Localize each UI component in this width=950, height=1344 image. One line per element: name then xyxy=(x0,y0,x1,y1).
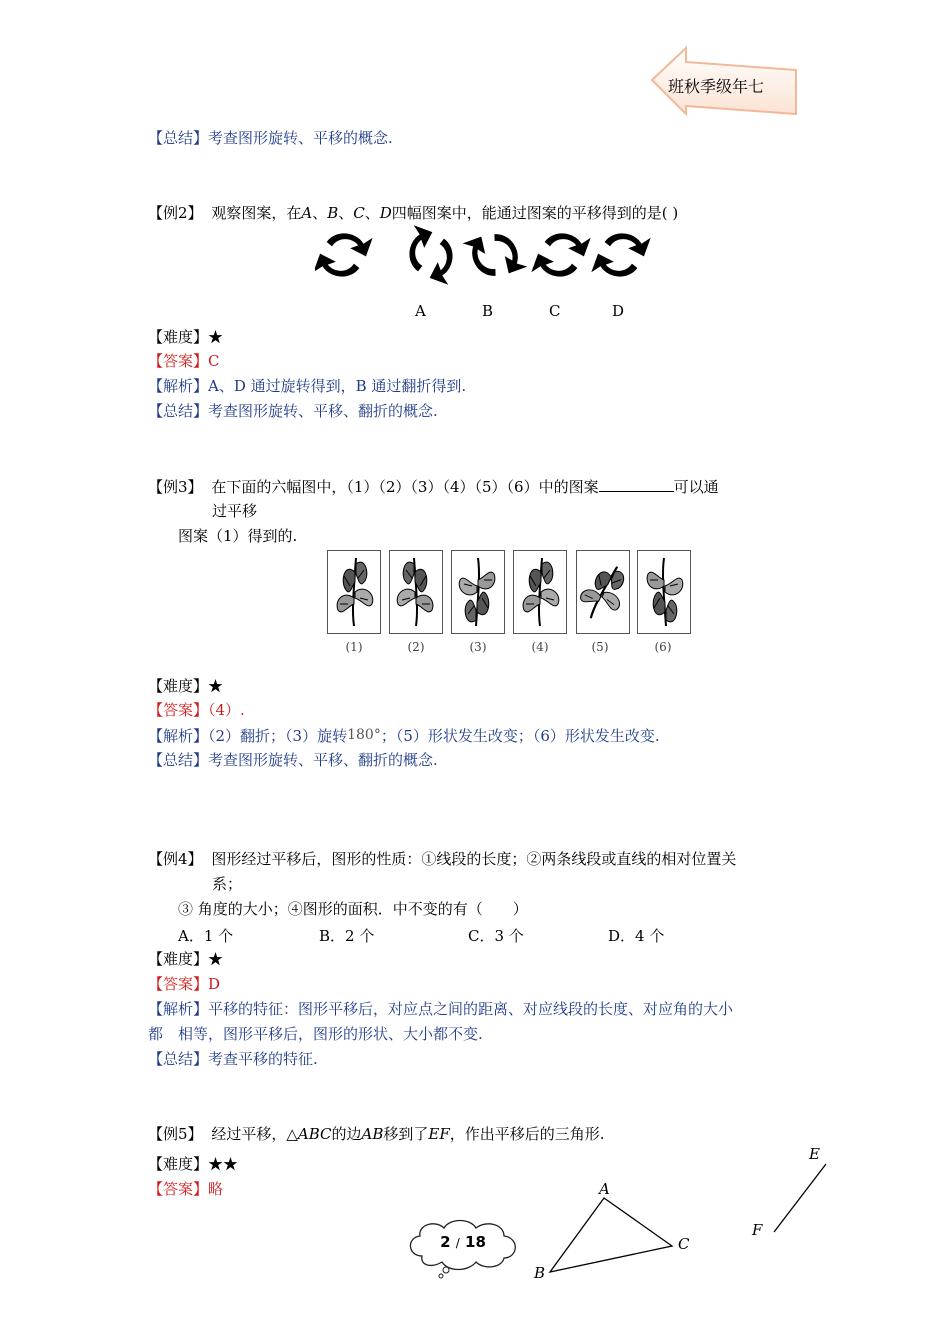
difficulty-stars: ★ xyxy=(208,677,224,695)
page-number xyxy=(404,1233,522,1251)
ex2-sep3: 、 xyxy=(364,204,380,222)
ex2-shape-b xyxy=(463,225,528,284)
ex5-figure xyxy=(530,1140,840,1290)
ex4-tag: 【例4】 xyxy=(148,850,203,868)
ex2-figure xyxy=(315,225,655,287)
ex4-option-d: D．4 个 xyxy=(608,927,665,945)
ex3-label-2: (2) xyxy=(407,640,425,654)
summary-tag: 【总结】 xyxy=(148,751,209,769)
answer-text: D xyxy=(208,975,221,993)
difficulty-tag: 【难度】 xyxy=(148,328,209,346)
ex2-shape-a xyxy=(399,225,464,284)
summary-tag: 【总结】 xyxy=(148,129,209,147)
ex5-ef: EF xyxy=(428,1125,450,1143)
ex4-text-c: ③ 角度的大小；④图形的面积．中不变的有（ ） xyxy=(178,900,528,918)
ex3-label-4: (4) xyxy=(531,640,549,654)
segment-ef xyxy=(774,1164,826,1232)
answer-text: （4）. xyxy=(208,701,245,719)
ex3-label-6: (6) xyxy=(654,640,672,654)
summary-1 xyxy=(148,128,393,148)
ex2-label-c: C xyxy=(549,302,561,320)
page-total: 18 xyxy=(465,1233,486,1251)
ex4-question-line3 xyxy=(178,899,528,919)
ex2-sep2: 、 xyxy=(338,204,354,222)
analysis-tag: 【解析】 xyxy=(148,727,209,745)
ex4-question-line2 xyxy=(212,874,242,894)
point-a-label: A xyxy=(599,1180,610,1198)
answer-text: 略 xyxy=(208,1180,224,1198)
ex3-text-a: 在下面的六幅图中，（1）（2）（3）（4）（5）（6）中的图案 xyxy=(211,478,599,496)
header-banner xyxy=(648,44,800,120)
ex5-text-c: 移到了 xyxy=(383,1125,429,1143)
degree-value: 180° xyxy=(347,727,381,743)
ex3-figure-2 xyxy=(389,550,443,634)
ex2-B: B xyxy=(327,204,339,222)
analysis-text: A、D 通过旋转得到，B 通过翻折得到. xyxy=(208,377,467,395)
ex2-C: C xyxy=(353,204,365,222)
ex4-text-a: 图形经过平移后，图形的性质：①线段的长度；②两条线段或直线的相对位置关 xyxy=(211,850,737,868)
answer-tag: 【答案】 xyxy=(148,701,209,719)
difficulty-tag: 【难度】 xyxy=(148,950,209,968)
ex3-question-line1 xyxy=(148,477,719,497)
ex5-ab: AB xyxy=(361,1125,384,1143)
ex4-option-a: A．1 个 xyxy=(178,927,234,945)
answer-blank xyxy=(599,477,674,492)
analysis-text-a: （2）翻折；（3）旋转 xyxy=(208,727,348,745)
answer-tag: 【答案】 xyxy=(148,975,209,993)
ex4-difficulty xyxy=(148,949,223,969)
ex2-label-b: B xyxy=(482,302,494,320)
page-sep: / xyxy=(455,1236,460,1250)
leaf-icon xyxy=(452,551,504,633)
ex3-figure-3 xyxy=(451,550,505,634)
ex5-tag: 【例5】 xyxy=(148,1125,203,1143)
point-c-label: C xyxy=(678,1235,690,1253)
ex5-difficulty xyxy=(148,1154,238,1174)
ex4-text-b: 系； xyxy=(212,875,243,893)
summary-tag: 【总结】 xyxy=(148,402,209,420)
summary-text: 考查图形旋转、平移的概念. xyxy=(208,129,393,147)
ex2-answer xyxy=(148,351,220,371)
ex5-text-d: ，作出平移后的三角形. xyxy=(449,1125,605,1143)
difficulty-tag: 【难度】 xyxy=(148,1155,209,1173)
ex3-summary xyxy=(148,750,438,770)
leaf-icon xyxy=(328,551,380,633)
analysis-text-b: 都 相等，图形平移后，图形的形状、大小都不变. xyxy=(148,1025,483,1043)
ex4-answer xyxy=(148,974,220,994)
ex2-shape-d xyxy=(591,225,650,287)
ex4-analysis-line2 xyxy=(148,1024,483,1044)
difficulty-stars: ★ xyxy=(208,950,224,968)
ex3-question-line2 xyxy=(212,501,257,521)
ex5-text-a: 经过平移，△ xyxy=(211,1125,298,1143)
ex3-tag: 【例3】 xyxy=(148,478,203,496)
ex3-label-1: (1) xyxy=(345,640,363,654)
ex3-text-b: 可以通 xyxy=(673,478,719,496)
summary-tag: 【总结】 xyxy=(148,1050,209,1068)
ex2-sep1: 、 xyxy=(312,204,328,222)
banner-text: 班秋季级年七 xyxy=(668,77,765,96)
page-current: 2 xyxy=(440,1233,451,1251)
answer-tag: 【答案】 xyxy=(148,352,209,370)
leaf-icon xyxy=(638,551,690,633)
ex4-question-line1 xyxy=(148,849,736,869)
point-b-label: B xyxy=(534,1264,546,1282)
ex2-text-b: 四幅图案中，能通过图案的平移得到的是( ) xyxy=(391,204,679,222)
ex2-D: D xyxy=(379,204,392,222)
ex2-summary xyxy=(148,401,438,421)
ex3-figure-6 xyxy=(637,550,691,634)
ex2-tag: 【例2】 xyxy=(148,204,203,222)
ex3-label-3: (3) xyxy=(469,640,487,654)
ex2-text-a: 观察图案，在 xyxy=(211,204,302,222)
ex3-figure-4 xyxy=(513,550,567,634)
point-f-label: F xyxy=(752,1221,763,1239)
summary-text: 考查图形旋转、平移、翻折的概念. xyxy=(208,751,438,769)
answer-text: C xyxy=(208,352,220,370)
ex2-label-d: D xyxy=(612,302,625,320)
ex2-analysis xyxy=(148,376,466,396)
leaf-icon xyxy=(514,551,566,633)
ex3-figure-5 xyxy=(576,550,630,634)
ex4-option-c: C．3 个 xyxy=(468,927,524,945)
ex4-summary xyxy=(148,1049,318,1069)
ex2-shape-c xyxy=(531,225,590,287)
triangle-abc xyxy=(550,1198,672,1272)
analysis-text-a: 平移的特征：图形平移后，对应点之间的距离、对应线段的长度、对应角的大小 xyxy=(208,1000,734,1018)
difficulty-tag: 【难度】 xyxy=(148,677,209,695)
ex3-label-5: (5) xyxy=(591,640,609,654)
summary-text: 考查平移的特征. xyxy=(208,1050,318,1068)
ex4-analysis-line1 xyxy=(148,999,733,1019)
ex4-option-b: B．2 个 xyxy=(319,927,375,945)
ex2-question xyxy=(148,203,678,223)
analysis-tag: 【解析】 xyxy=(148,1000,209,1018)
summary-text: 考查图形旋转、平移、翻折的概念. xyxy=(208,402,438,420)
ex5-abc: ABC xyxy=(297,1125,332,1143)
ex5-text-b: 的边 xyxy=(331,1125,362,1143)
leaf-icon xyxy=(390,551,442,633)
ex3-question-line3 xyxy=(178,526,297,546)
point-e-label: E xyxy=(809,1145,820,1163)
difficulty-stars: ★ xyxy=(208,328,224,346)
ex2-difficulty xyxy=(148,327,223,347)
analysis-tag: 【解析】 xyxy=(148,377,209,395)
ex3-figure-1 xyxy=(327,550,381,634)
leaf-icon xyxy=(577,551,629,633)
ex5-answer xyxy=(148,1179,223,1199)
difficulty-stars: ★★ xyxy=(208,1155,239,1173)
ex2-shape-original xyxy=(315,225,373,287)
answer-tag: 【答案】 xyxy=(148,1180,209,1198)
ex3-text-c: 过平移 xyxy=(212,502,258,520)
ex3-difficulty xyxy=(148,676,223,696)
ex2-A: A xyxy=(301,204,313,222)
ex3-analysis xyxy=(148,725,660,746)
ex3-answer xyxy=(148,700,245,720)
ex3-text-d: 图案（1）得到的. xyxy=(178,527,298,545)
analysis-text-b: ；（5）形状发生改变；（6）形状发生改变. xyxy=(380,727,660,745)
ex2-label-a: A xyxy=(415,302,426,320)
